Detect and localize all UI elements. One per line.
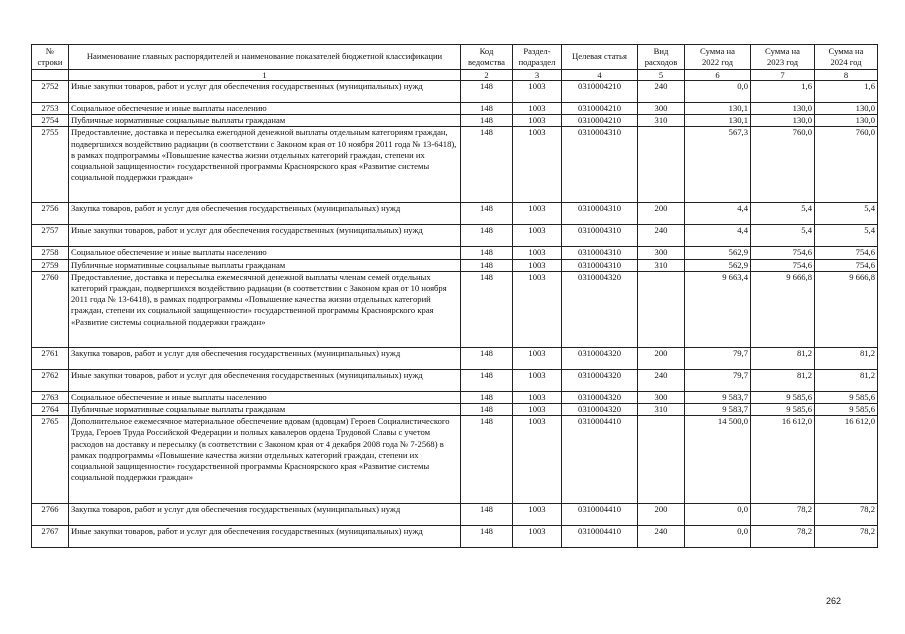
cell-department-code: 148	[461, 369, 513, 391]
cell-expense-type: 310	[638, 404, 685, 416]
cell-sum-2022: 79,7	[685, 369, 751, 391]
cell-expense-type: 200	[638, 203, 685, 225]
cell-sum-2023: 754,6	[751, 247, 815, 259]
cell-section-code: 1003	[513, 115, 562, 127]
cell-department-code: 148	[461, 103, 513, 115]
cell-row-name: Иные закупки товаров, работ и услуг для обеспечения государственных (муниципальных) нужд	[69, 225, 461, 247]
cell-target-item: 0310004310	[562, 259, 638, 271]
cell-sum-2023: 78,2	[751, 526, 815, 548]
cell-department-code: 148	[461, 225, 513, 247]
cell-expense-type	[638, 271, 685, 347]
cell-sum-2024: 81,2	[815, 347, 878, 369]
cell-expense-type: 310	[638, 115, 685, 127]
cell-sum-2022: 9 663,4	[685, 271, 751, 347]
cell-section-code: 1003	[513, 526, 562, 548]
cell-sum-2024: 754,6	[815, 259, 878, 271]
cell-sum-2024: 5,4	[815, 203, 878, 225]
cell-sum-2023: 81,2	[751, 347, 815, 369]
column-index-col-sum-2022: 6	[685, 70, 751, 81]
cell-sum-2022: 14 500,0	[685, 416, 751, 504]
cell-section-code: 1003	[513, 259, 562, 271]
cell-row-number: 2761	[32, 347, 69, 369]
cell-target-item: 0310004210	[562, 81, 638, 103]
cell-row-name: Социальное обеспечение и иные выплаты населению	[69, 391, 461, 403]
table-row	[32, 504, 878, 526]
cell-row-number: 2758	[32, 247, 69, 259]
table-row	[32, 526, 878, 548]
cell-sum-2023: 760,0	[751, 127, 815, 203]
cell-row-number: 2757	[32, 225, 69, 247]
cell-row-name: Публичные нормативные социальные выплаты гражданам	[69, 259, 461, 271]
cell-sum-2022: 9 583,7	[685, 391, 751, 403]
budget-table-sheet	[31, 44, 878, 548]
table-row	[32, 416, 878, 504]
cell-sum-2022: 0,0	[685, 504, 751, 526]
cell-target-item: 0310004410	[562, 526, 638, 548]
cell-target-item: 0310004310	[562, 225, 638, 247]
cell-row-name: Иные закупки товаров, работ и услуг для обеспечения государственных (муниципальных) нужд	[69, 526, 461, 548]
cell-section-code: 1003	[513, 391, 562, 403]
header-col-row-number: № строки	[32, 45, 69, 70]
page-number: 262	[826, 596, 842, 606]
cell-department-code: 148	[461, 203, 513, 225]
budget-table	[31, 44, 878, 548]
cell-sum-2022: 130,1	[685, 103, 751, 115]
cell-row-name: Иные закупки товаров, работ и услуг для обеспечения государственных (муниципальных) нужд	[69, 369, 461, 391]
table-row	[32, 391, 878, 403]
cell-row-number: 2759	[32, 259, 69, 271]
cell-row-name: Предоставление, доставка и пересылка ежегодной денежной выплаты отдельным категориям граждан, подвергшихся воздействию радиации (в соответствии с Законом края от 10 ноября 2011 года № 13-6418), в рамках подпрограммы «Повышение качества жизни отдельных категорий граждан, степени их социальной защищенности» государственной программы Красноярского края «Развитие системы социальной поддержки граждан»	[69, 127, 461, 203]
cell-sum-2024: 5,4	[815, 225, 878, 247]
cell-department-code: 148	[461, 391, 513, 403]
header-col-target-item: Целевая статья	[562, 45, 638, 70]
cell-sum-2024: 78,2	[815, 504, 878, 526]
cell-row-name: Социальное обеспечение и иные выплаты населению	[69, 247, 461, 259]
cell-target-item: 0310004320	[562, 271, 638, 347]
cell-row-name: Иные закупки товаров, работ и услуг для обеспечения государственных (муниципальных) нужд	[69, 81, 461, 103]
table-row	[32, 115, 878, 127]
table-row	[32, 127, 878, 203]
cell-expense-type: 300	[638, 247, 685, 259]
cell-row-name: Социальное обеспечение и иные выплаты населению	[69, 103, 461, 115]
cell-row-number: 2767	[32, 526, 69, 548]
cell-section-code: 1003	[513, 81, 562, 103]
cell-sum-2024: 9 585,6	[815, 391, 878, 403]
table-body	[32, 81, 878, 548]
cell-target-item: 0310004320	[562, 391, 638, 403]
cell-row-number: 2752	[32, 81, 69, 103]
cell-sum-2024: 81,2	[815, 369, 878, 391]
cell-target-item: 0310004320	[562, 347, 638, 369]
header-col-section: Раздел- подраздел	[513, 45, 562, 70]
cell-row-name: Закупка товаров, работ и услуг для обеспечения государственных (муниципальных) нужд	[69, 347, 461, 369]
table-row	[32, 203, 878, 225]
cell-sum-2023: 1,6	[751, 81, 815, 103]
header-col-sum-2024: Сумма на 2024 год	[815, 45, 878, 70]
cell-row-number: 2765	[32, 416, 69, 504]
cell-expense-type	[638, 127, 685, 203]
cell-row-name: Предоставление, доставка и пересылка ежемесячной денежной выплаты членам семей отдельных категорий граждан, подвергшихся воздействию радиации (в соответствии с Законом края от 10 ноября 2011 года № 13-6418), в рамках подпрограммы «Повышение качества жизни отдельных категорий граждан, степени их социальной защищенности» государственной программы Красноярского края «Развитие системы социальной поддержки граждан»	[69, 271, 461, 347]
cell-target-item: 0310004310	[562, 127, 638, 203]
cell-section-code: 1003	[513, 225, 562, 247]
cell-sum-2024: 9 585,6	[815, 404, 878, 416]
cell-department-code: 148	[461, 247, 513, 259]
cell-sum-2022: 130,1	[685, 115, 751, 127]
header-col-department-code: Код ведомства	[461, 45, 513, 70]
cell-sum-2024: 760,0	[815, 127, 878, 203]
cell-expense-type: 240	[638, 369, 685, 391]
cell-sum-2022: 0,0	[685, 81, 751, 103]
cell-section-code: 1003	[513, 271, 562, 347]
header-col-sum-2023: Сумма на 2023 год	[751, 45, 815, 70]
cell-section-code: 1003	[513, 103, 562, 115]
cell-sum-2022: 4,4	[685, 225, 751, 247]
table-row	[32, 81, 878, 103]
cell-target-item: 0310004320	[562, 404, 638, 416]
column-index-col-sum-2024: 8	[815, 70, 878, 81]
cell-sum-2023: 754,6	[751, 259, 815, 271]
cell-expense-type: 200	[638, 347, 685, 369]
column-index-col-sum-2023: 7	[751, 70, 815, 81]
cell-department-code: 148	[461, 81, 513, 103]
cell-sum-2023: 9 585,6	[751, 404, 815, 416]
cell-sum-2024: 9 666,8	[815, 271, 878, 347]
cell-row-name: Закупка товаров, работ и услуг для обеспечения государственных (муниципальных) нужд	[69, 504, 461, 526]
cell-expense-type: 240	[638, 526, 685, 548]
cell-expense-type: 200	[638, 504, 685, 526]
table-row	[32, 369, 878, 391]
cell-section-code: 1003	[513, 404, 562, 416]
cell-department-code: 148	[461, 416, 513, 504]
column-index-col-department-code: 2	[461, 70, 513, 81]
cell-target-item: 0310004310	[562, 247, 638, 259]
cell-target-item: 0310004410	[562, 416, 638, 504]
cell-expense-type: 310	[638, 259, 685, 271]
table-header-row	[32, 45, 878, 70]
cell-target-item: 0310004210	[562, 115, 638, 127]
cell-section-code: 1003	[513, 247, 562, 259]
cell-target-item: 0310004410	[562, 504, 638, 526]
cell-section-code: 1003	[513, 369, 562, 391]
cell-sum-2022: 562,9	[685, 259, 751, 271]
cell-sum-2023: 81,2	[751, 369, 815, 391]
cell-section-code: 1003	[513, 347, 562, 369]
column-index-col-expense-type: 5	[638, 70, 685, 81]
cell-department-code: 148	[461, 115, 513, 127]
cell-row-name: Закупка товаров, работ и услуг для обеспечения государственных (муниципальных) нужд	[69, 203, 461, 225]
cell-target-item: 0310004320	[562, 369, 638, 391]
cell-sum-2023: 130,0	[751, 103, 815, 115]
cell-sum-2023: 16 612,0	[751, 416, 815, 504]
cell-sum-2023: 130,0	[751, 115, 815, 127]
cell-sum-2023: 5,4	[751, 225, 815, 247]
cell-department-code: 148	[461, 404, 513, 416]
cell-row-number: 2766	[32, 504, 69, 526]
table-row	[32, 225, 878, 247]
cell-expense-type: 240	[638, 81, 685, 103]
cell-expense-type: 240	[638, 225, 685, 247]
cell-row-number: 2762	[32, 369, 69, 391]
cell-row-number: 2764	[32, 404, 69, 416]
header-col-name: Наименование главных распорядителей и наименование показателей бюджетной классификации	[69, 45, 461, 70]
cell-department-code: 148	[461, 504, 513, 526]
table-row	[32, 103, 878, 115]
header-col-sum-2022: Сумма на 2022 год	[685, 45, 751, 70]
cell-sum-2022: 9 583,7	[685, 404, 751, 416]
cell-expense-type: 300	[638, 103, 685, 115]
column-index-col-target-item: 4	[562, 70, 638, 81]
column-index-col-section: 3	[513, 70, 562, 81]
table-row	[32, 247, 878, 259]
cell-row-number: 2756	[32, 203, 69, 225]
table-row	[32, 404, 878, 416]
cell-row-number: 2760	[32, 271, 69, 347]
cell-sum-2023: 5,4	[751, 203, 815, 225]
column-index-col-name: 1	[69, 70, 461, 81]
cell-section-code: 1003	[513, 127, 562, 203]
cell-sum-2022: 79,7	[685, 347, 751, 369]
cell-department-code: 148	[461, 259, 513, 271]
cell-sum-2024: 1,6	[815, 81, 878, 103]
table-row	[32, 347, 878, 369]
cell-sum-2022: 4,4	[685, 203, 751, 225]
table-column-index-row	[32, 70, 878, 81]
cell-section-code: 1003	[513, 504, 562, 526]
cell-row-number: 2763	[32, 391, 69, 403]
cell-sum-2024: 16 612,0	[815, 416, 878, 504]
cell-sum-2022: 567,3	[685, 127, 751, 203]
cell-row-name: Публичные нормативные социальные выплаты гражданам	[69, 115, 461, 127]
cell-sum-2024: 754,6	[815, 247, 878, 259]
cell-sum-2022: 0,0	[685, 526, 751, 548]
cell-row-number: 2753	[32, 103, 69, 115]
table-row	[32, 271, 878, 347]
cell-sum-2023: 9 666,8	[751, 271, 815, 347]
cell-sum-2024: 78,2	[815, 526, 878, 548]
cell-department-code: 148	[461, 526, 513, 548]
cell-sum-2023: 78,2	[751, 504, 815, 526]
cell-sum-2022: 562,9	[685, 247, 751, 259]
column-index-col-row-number	[32, 70, 69, 81]
cell-sum-2023: 9 585,6	[751, 391, 815, 403]
cell-target-item: 0310004210	[562, 103, 638, 115]
cell-target-item: 0310004310	[562, 203, 638, 225]
cell-row-name: Дополнительное ежемесячное материальное обеспечение вдовам (вдовцам) Героев Социалистического Труда, Героев Труда Российской Федерации и полных кавалеров ордена Трудовой Славы с учетом расходов на доставку и пересылку (в соответствии с Законом края от 4 декабря 2008 года № 7-2568) в рамках подпрограммы «Повышение качества жизни отдельных категорий граждан, степени их социальной защищенности» государственной программы Красноярского края «Развитие системы социальной поддержки граждан»	[69, 416, 461, 504]
cell-row-number: 2755	[32, 127, 69, 203]
cell-row-number: 2754	[32, 115, 69, 127]
cell-sum-2024: 130,0	[815, 103, 878, 115]
table-row	[32, 259, 878, 271]
cell-row-name: Публичные нормативные социальные выплаты гражданам	[69, 404, 461, 416]
cell-expense-type: 300	[638, 391, 685, 403]
cell-expense-type	[638, 416, 685, 504]
cell-sum-2024: 130,0	[815, 115, 878, 127]
cell-department-code: 148	[461, 347, 513, 369]
cell-section-code: 1003	[513, 416, 562, 504]
cell-department-code: 148	[461, 271, 513, 347]
cell-section-code: 1003	[513, 203, 562, 225]
cell-department-code: 148	[461, 127, 513, 203]
header-col-expense-type: Вид расходов	[638, 45, 685, 70]
